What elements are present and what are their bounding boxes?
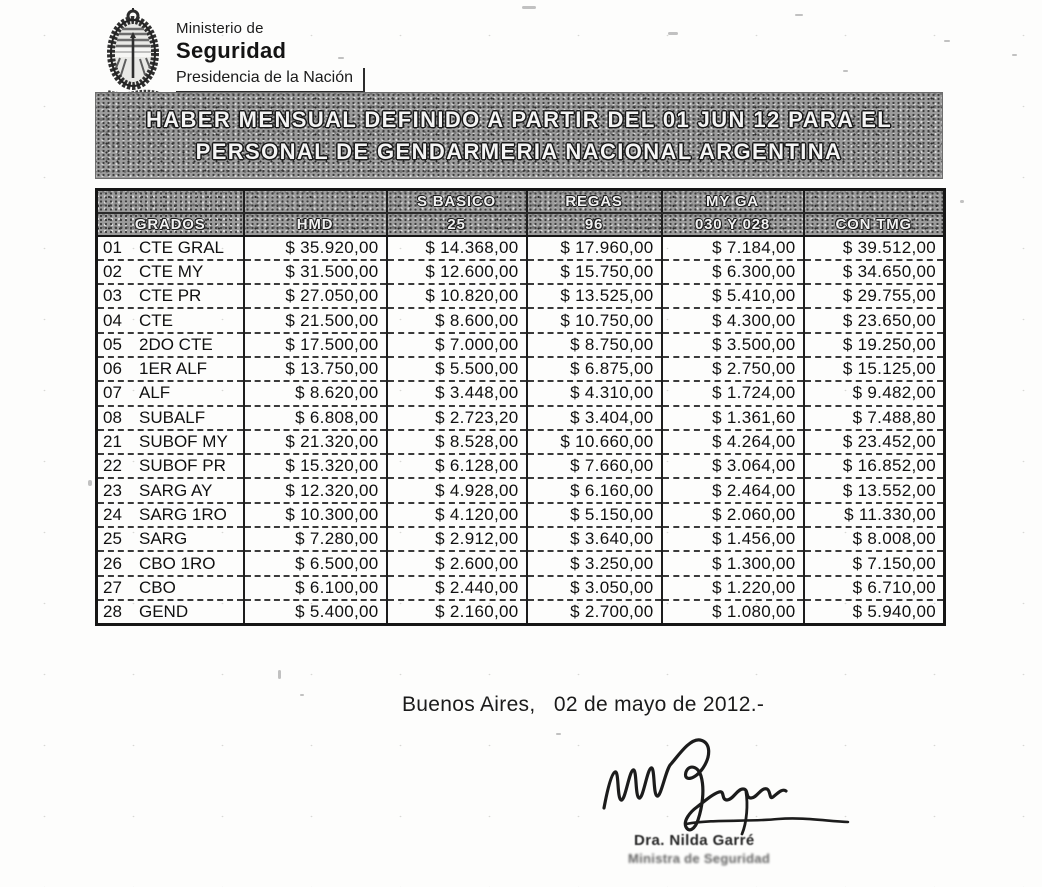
con-value-cell: $ 7.150,00	[804, 551, 945, 575]
col-sbasico: 25	[387, 213, 527, 236]
regas-value-cell: $ 10.660,00	[527, 430, 662, 454]
myga-value-cell: $ 1.300,00	[662, 551, 804, 575]
grade-code: 08	[103, 407, 122, 427]
con-value-cell: $ 13.552,00	[804, 478, 945, 502]
scan-speck	[522, 6, 536, 9]
grade-cell	[97, 551, 244, 575]
basico-value-cell: $ 2.440,00	[387, 576, 527, 600]
grade-name: SUBALF	[139, 407, 206, 427]
col-grados: GRADOS	[97, 213, 244, 236]
con-value-cell: $ 29.755,00	[804, 284, 945, 308]
regas-value-cell: $ 6.160,00	[527, 478, 662, 502]
basico-value-cell: $ 2.723,20	[387, 406, 527, 430]
hmd-value-cell: $ 10.300,00	[244, 503, 387, 527]
grade-cell	[97, 357, 244, 381]
regas-value-cell: $ 6.875,00	[527, 357, 662, 381]
myga-value-cell: $ 1.080,00	[662, 600, 804, 624]
grade-cell	[97, 478, 244, 502]
letterhead	[106, 8, 365, 98]
myga-value-cell: $ 1.361,60	[662, 406, 804, 430]
basico-value-cell: $ 7.000,00	[387, 333, 527, 357]
grade-cell	[97, 284, 244, 308]
header-row-bottom	[97, 213, 945, 236]
basico-value-cell: $ 2.160,00	[387, 600, 527, 624]
grade-code: 28	[103, 601, 122, 621]
grade-cell	[97, 576, 244, 600]
basico-value-cell: $ 14.368,00	[387, 236, 527, 260]
scan-speck	[795, 14, 803, 16]
regas-value-cell: $ 10.750,00	[527, 308, 662, 332]
basico-value-cell: $ 2.912,00	[387, 527, 527, 551]
scan-speck	[960, 200, 964, 203]
table-row	[97, 357, 945, 381]
grade-cell	[97, 333, 244, 357]
argentine-coat-of-arms-icon	[106, 8, 162, 98]
con-value-cell: $ 23.452,00	[804, 430, 945, 454]
hmd-value-cell: $ 8.620,00	[244, 381, 387, 405]
myga-value-cell: $ 1.724,00	[662, 381, 804, 405]
title-banner-line-1: HABER MENSUAL DEFINIDO A PARTIR DEL 01 JUN 12 PARA EL	[145, 106, 893, 132]
grade-name: SARG 1RO	[139, 504, 227, 524]
grade-code: 05	[103, 334, 122, 354]
basico-value-cell: $ 4.928,00	[387, 478, 527, 502]
table-row	[97, 284, 945, 308]
col-myga-top: MY GA	[662, 190, 804, 213]
hmd-value-cell: $ 21.500,00	[244, 308, 387, 332]
document-date: Buenos Aires, 02 de mayo de 2012.-	[402, 693, 765, 716]
basico-value-cell: $ 8.528,00	[387, 430, 527, 454]
grade-cell	[97, 503, 244, 527]
regas-value-cell: $ 15.750,00	[527, 260, 662, 284]
myga-value-cell: $ 4.300,00	[662, 308, 804, 332]
grade-name: SARG	[139, 529, 188, 549]
con-value-cell: $ 9.482,00	[804, 381, 945, 405]
table-row	[97, 454, 945, 478]
grade-name: CTE GRAL	[139, 237, 225, 257]
grade-code: 23	[103, 480, 122, 500]
basico-value-cell: $ 4.120,00	[387, 503, 527, 527]
scan-speck	[843, 70, 848, 72]
scan-speck	[668, 32, 678, 35]
basico-value-cell: $ 12.600,00	[387, 260, 527, 284]
grade-name: 1ER ALF	[139, 359, 208, 379]
scan-speck	[88, 480, 92, 486]
table-row	[97, 503, 945, 527]
header-row-top	[97, 190, 945, 213]
grade-name: SUBOF PR	[139, 456, 226, 476]
basico-value-cell: $ 5.500,00	[387, 357, 527, 381]
myga-value-cell: $ 6.300,00	[662, 260, 804, 284]
myga-value-cell: $ 7.184,00	[662, 236, 804, 260]
col-regas: 96	[527, 213, 662, 236]
table-row	[97, 260, 945, 284]
title-banner-line-2: PERSONAL DE GENDARMERIA NACIONAL ARGENTINA	[195, 138, 843, 164]
hmd-value-cell: $ 12.320,00	[244, 478, 387, 502]
basico-value-cell: $ 6.128,00	[387, 454, 527, 478]
grade-code: 22	[103, 456, 122, 476]
regas-value-cell: $ 4.310,00	[527, 381, 662, 405]
table-row	[97, 406, 945, 430]
grade-code: 25	[103, 529, 122, 549]
scan-speck	[556, 733, 561, 735]
grade-cell	[97, 260, 244, 284]
hmd-value-cell: $ 6.500,00	[244, 551, 387, 575]
grade-name: SARG AY	[139, 480, 213, 500]
grade-code: 06	[103, 359, 122, 379]
regas-value-cell: $ 8.750,00	[527, 333, 662, 357]
col-hmd-top	[244, 190, 387, 213]
basico-value-cell: $ 3.448,00	[387, 381, 527, 405]
grade-cell	[97, 406, 244, 430]
con-value-cell: $ 7.488,80	[804, 406, 945, 430]
table-row	[97, 333, 945, 357]
scan-speck	[300, 694, 304, 696]
signature-title: Ministra de Seguridad	[628, 851, 771, 866]
con-value-cell: $ 15.125,00	[804, 357, 945, 381]
grade-cell	[97, 600, 244, 624]
table-row	[97, 576, 945, 600]
grade-code: 04	[103, 310, 122, 330]
basico-value-cell: $ 2.600,00	[387, 551, 527, 575]
myga-value-cell: $ 4.264,00	[662, 430, 804, 454]
con-value-cell: $ 39.512,00	[804, 236, 945, 260]
regas-value-cell: $ 17.960,00	[527, 236, 662, 260]
signature-name: Dra. Nilda Garré	[634, 832, 755, 849]
grade-name: CBO 1RO	[139, 553, 216, 573]
grade-code: 21	[103, 432, 122, 452]
myga-value-cell: $ 2.464,00	[662, 478, 804, 502]
regas-value-cell: $ 2.700,00	[527, 600, 662, 624]
grade-cell	[97, 308, 244, 332]
handwritten-signature	[598, 734, 860, 842]
hmd-value-cell: $ 15.320,00	[244, 454, 387, 478]
hmd-value-cell: $ 21.320,00	[244, 430, 387, 454]
col-contmg: CON TMG	[804, 213, 945, 236]
col-regas-top: REGAS	[527, 190, 662, 213]
col-hmd: HMD	[244, 213, 387, 236]
grade-code: 02	[103, 261, 122, 281]
con-value-cell: $ 6.710,00	[804, 576, 945, 600]
con-value-cell: $ 8.008,00	[804, 527, 945, 551]
con-value-cell: $ 19.250,00	[804, 333, 945, 357]
regas-value-cell: $ 13.525,00	[527, 284, 662, 308]
salary-table-header	[97, 190, 945, 236]
salary-table-body	[97, 236, 945, 625]
title-banner	[95, 92, 943, 179]
table-row	[97, 551, 945, 575]
col-myga: 030 Y 028	[662, 213, 804, 236]
table-row	[97, 527, 945, 551]
hmd-value-cell: $ 6.100,00	[244, 576, 387, 600]
grade-code: 03	[103, 286, 122, 306]
grade-code: 01	[103, 237, 122, 257]
hmd-value-cell: $ 35.920,00	[244, 236, 387, 260]
scan-speck	[1012, 54, 1017, 56]
scan-speck	[278, 670, 281, 679]
grade-name: CTE PR	[139, 286, 202, 306]
ministry-text-block	[176, 8, 365, 98]
myga-value-cell: $ 2.750,00	[662, 357, 804, 381]
col-grados-top	[97, 190, 244, 213]
grade-code: 24	[103, 504, 122, 524]
table-row	[97, 381, 945, 405]
grade-name: 2DO CTE	[139, 334, 213, 354]
grade-name: ALF	[139, 383, 171, 403]
myga-value-cell: $ 3.500,00	[662, 333, 804, 357]
myga-value-cell: $ 2.060,00	[662, 503, 804, 527]
myga-value-cell: $ 3.064,00	[662, 454, 804, 478]
grade-cell	[97, 454, 244, 478]
ministry-line-2: Seguridad	[176, 38, 287, 63]
basico-value-cell: $ 10.820,00	[387, 284, 527, 308]
con-value-cell: $ 34.650,00	[804, 260, 945, 284]
ministry-line-3: Presidencia de la Nación	[176, 68, 365, 93]
basico-value-cell: $ 8.600,00	[387, 308, 527, 332]
myga-value-cell: $ 1.456,00	[662, 527, 804, 551]
regas-value-cell: $ 3.640,00	[527, 527, 662, 551]
salary-table	[95, 188, 946, 626]
myga-value-cell: $ 1.220,00	[662, 576, 804, 600]
grade-code: 26	[103, 553, 122, 573]
grade-cell	[97, 430, 244, 454]
grade-name: GEND	[139, 601, 189, 621]
regas-value-cell: $ 7.660,00	[527, 454, 662, 478]
hmd-value-cell: $ 7.280,00	[244, 527, 387, 551]
scan-speck	[338, 57, 344, 59]
hmd-value-cell: $ 17.500,00	[244, 333, 387, 357]
con-value-cell: $ 16.852,00	[804, 454, 945, 478]
grade-cell	[97, 381, 244, 405]
table-row	[97, 600, 945, 624]
ministry-line-1: Ministerio de	[176, 20, 264, 37]
table-row	[97, 478, 945, 502]
grade-cell	[97, 527, 244, 551]
hmd-value-cell: $ 31.500,00	[244, 260, 387, 284]
col-contmg-top	[804, 190, 945, 213]
hmd-value-cell: $ 13.750,00	[244, 357, 387, 381]
regas-value-cell: $ 3.404,00	[527, 406, 662, 430]
grade-name: CTE MY	[139, 261, 204, 281]
grade-code: 07	[103, 383, 122, 403]
regas-value-cell: $ 5.150,00	[527, 503, 662, 527]
grade-name: SUBOF MY	[139, 432, 228, 452]
table-row	[97, 236, 945, 260]
myga-value-cell: $ 5.410,00	[662, 284, 804, 308]
regas-value-cell: $ 3.250,00	[527, 551, 662, 575]
con-value-cell: $ 11.330,00	[804, 503, 945, 527]
scan-speck	[944, 40, 950, 42]
hmd-value-cell: $ 27.050,00	[244, 284, 387, 308]
grade-cell	[97, 236, 244, 260]
grade-name: CTE	[139, 310, 173, 330]
con-value-cell: $ 5.940,00	[804, 600, 945, 624]
grade-name: CBO	[139, 577, 176, 597]
table-row	[97, 308, 945, 332]
con-value-cell: $ 23.650,00	[804, 308, 945, 332]
hmd-value-cell: $ 5.400,00	[244, 600, 387, 624]
col-sbasico-top: S BASICO	[387, 190, 527, 213]
hmd-value-cell: $ 6.808,00	[244, 406, 387, 430]
grade-code: 27	[103, 577, 122, 597]
regas-value-cell: $ 3.050,00	[527, 576, 662, 600]
table-row	[97, 430, 945, 454]
